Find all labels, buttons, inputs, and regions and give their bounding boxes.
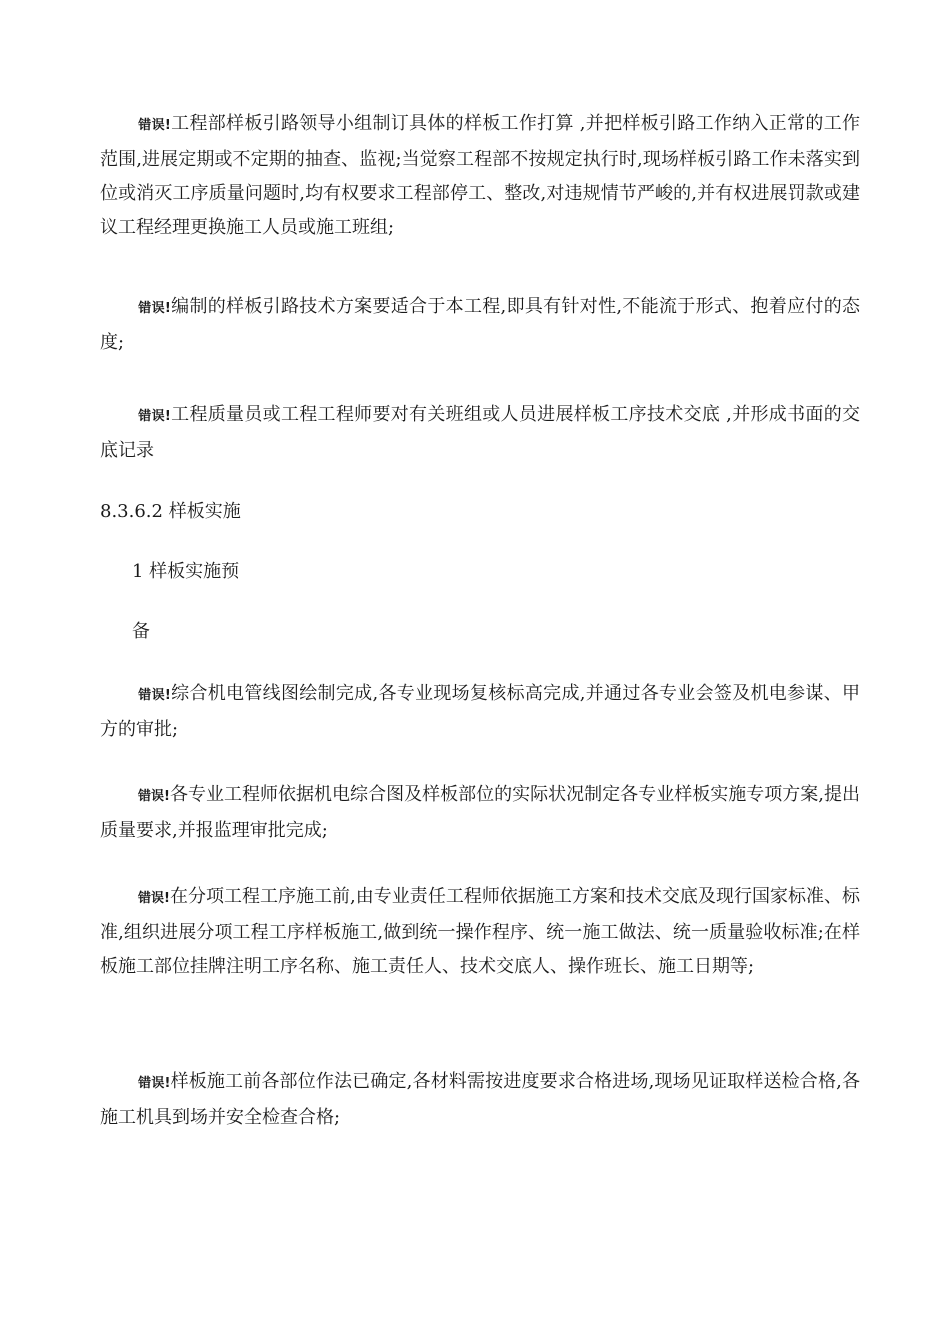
sub-heading-continued: 备 [132,621,150,642]
paragraph-text: 各专业工程师依据机电综合图及样板部位的实际状况制定各专业样板实施专项方案,提出质量要求,并报监理审批完成; [100,784,861,841]
paragraph-5 [100,778,860,848]
paragraph-text: 编制的样板引路技术方案要适合于本工程,即具有针对性,不能流于形式、抱着应付的态度; [100,296,860,353]
paragraph-text: 综合机电管线图绘制完成,各专业现场复核标高完成,并通过各专业会签及机电参谋、甲方的审批; [100,683,860,740]
paragraph-text: 样板施工前各部位作法已确定,各材料需按进度要求合格进场,现场见证取样送检合格,各施工机具到场并安全检查合格; [100,1071,860,1128]
section-heading: 8.3.6.2 样板实施 [100,501,241,522]
error-marker: 错误! [138,688,171,703]
error-marker: 错误! [138,118,171,133]
paragraph-text: 工程质量员或工程工程师要对有关班组或人员进展样板工序技术交底 ,并形成书面的交底记录 [100,404,860,461]
paragraph-3 [100,398,860,468]
error-marker: 错误! [138,1076,171,1091]
paragraph-4 [100,677,860,747]
paragraph-text: 工程部样板引路领导小组制订具体的样板工作打算 ,并把样板引路工作纳入正常的工作范围,进展定期或不定期的抽查、监视;当觉察工程部不按规定执行时,现场样板引路工作未落实到位或消灭工序质量问题时,均有权要求工程部停工、整改,对违规情节严峻的,并有权进展罚款或建议工程经理更换施工人员或施工班组; [100,113,860,238]
paragraph-1 [100,107,860,245]
paragraph-6 [100,880,860,984]
paragraph-text: 在分项工程工序施工前,由专业责任工程师依据施工方案和技术交底及现行国家标准、标准,组织进展分项工程工序样板施工,做到统一操作程序、统一施工做法、统一质量验收标准;在样板施工部位挂牌注明工序名称、施工责任人、技术交底人、操作班长、施工日期等; [100,886,861,977]
error-marker: 错误! [138,891,170,906]
error-marker: 错误! [138,409,171,424]
error-marker: 错误! [138,789,170,804]
paragraph-2 [100,290,860,360]
paragraph-7 [100,1065,860,1135]
sub-heading: 1 样板实施预 [132,561,240,582]
error-marker: 错误! [138,301,171,316]
